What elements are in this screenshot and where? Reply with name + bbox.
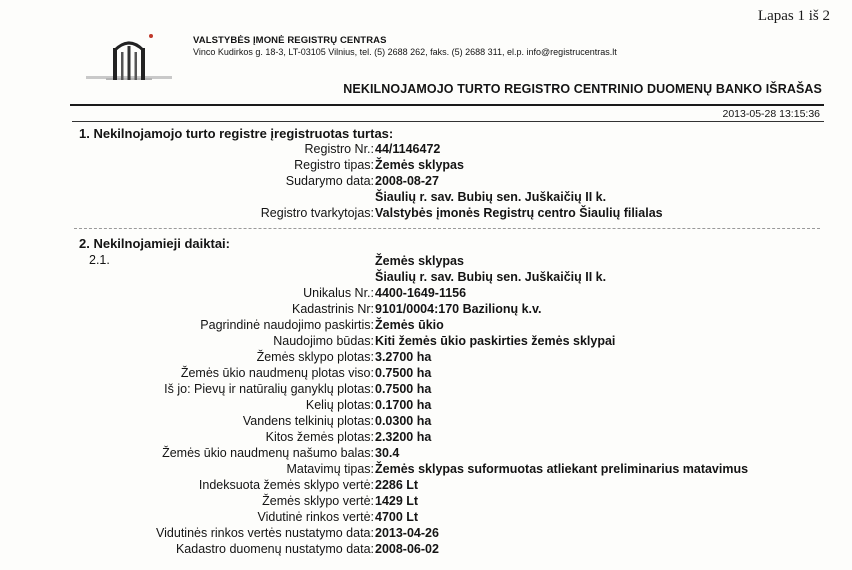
field-value: 0.1700 ha: [375, 398, 432, 412]
field-label: Kelių plotas:: [305, 398, 374, 412]
header-divider: [70, 104, 824, 106]
field-value: Žemės ūkio: [375, 318, 444, 332]
field-row: [0, 141, 852, 157]
field-row: [0, 189, 852, 205]
field-row: [0, 365, 852, 381]
field-row: [0, 381, 852, 397]
field-row: [0, 301, 852, 317]
field-label: Kitos žemės plotas:: [265, 430, 374, 444]
field-value: 44/1146472: [375, 142, 441, 156]
field-value: 2.3200 ha: [375, 430, 432, 444]
field-label: Vandens telkinių plotas:: [242, 414, 374, 428]
field-value: 2013-04-26: [375, 526, 439, 540]
field-value: 3.2700 ha: [375, 350, 432, 364]
field-label: Žemės ūkio naudmenų našumo balas:: [162, 446, 374, 460]
field-value: 0.7500 ha: [375, 382, 432, 396]
field-label: Registro Nr.:: [304, 142, 374, 156]
field-label: Registro tvarkytojas:: [260, 206, 374, 220]
field-label: Naudojimo būdas:: [273, 334, 374, 348]
section-1-rows: [0, 141, 852, 221]
field-label: Žemės ūkio naudmenų plotas viso:: [180, 366, 374, 380]
field-row: [0, 493, 852, 509]
field-row: [0, 173, 852, 189]
field-row: [0, 541, 852, 557]
field-row: [0, 509, 852, 525]
field-label: Registro tipas:: [294, 158, 374, 172]
timestamp-divider: [72, 121, 824, 122]
field-label: Vidutinė rinkos vertė:: [257, 510, 374, 524]
field-row: [0, 525, 852, 541]
field-row: [0, 205, 852, 221]
field-row: [0, 397, 852, 413]
organization-address: Vinco Kudirkos g. 18-3, LT-03105 Vilnius, tel. (5) 2688 262, faks. (5) 2688 311, el.p. info@registrucentras.lt: [193, 47, 617, 57]
field-value: Kiti žemės ūkio paskirties žemės sklypai: [375, 334, 616, 348]
field-label: Žemės sklypo vertė:: [262, 494, 374, 508]
field-value: 2008-08-27: [375, 174, 439, 188]
document-title: NEKILNOJAMOJO TURTO REGISTRO CENTRINIO DUOMENŲ BANKO IŠRAŠAS: [343, 82, 822, 96]
page-number: Lapas 1 iš 2: [757, 8, 830, 24]
field-value: Žemės sklypas: [375, 158, 464, 172]
section-divider: [74, 228, 820, 229]
field-value: Žemės sklypas suformuotas atliekant preliminarius matavimus: [375, 462, 749, 476]
field-value: 2286 Lt: [375, 478, 419, 492]
field-value: 4700 Lt: [375, 510, 419, 524]
field-value: Žemės sklypas: [375, 254, 464, 268]
section-2-rows: [0, 253, 852, 557]
field-label: Žemės sklypo plotas:: [256, 350, 374, 364]
section-1-title: 1. Nekilnojamojo turto registre įregistruotas turtas:: [79, 126, 394, 141]
field-value: 30.4: [375, 446, 400, 460]
document-timestamp: 2013-05-28 13:15:36: [722, 108, 820, 120]
field-row: [0, 157, 852, 173]
field-row: [0, 285, 852, 301]
field-label: Vidutinės rinkos vertės nustatymo data:: [156, 526, 374, 540]
field-value: 2008-06-02: [375, 542, 439, 556]
field-value: Šiaulių r. sav. Bubių sen. Juškaičių II k.: [375, 270, 607, 284]
field-label: Matavimų tipas:: [286, 462, 374, 476]
field-row: [0, 253, 852, 269]
subsection-number: 2.1.: [89, 253, 110, 267]
field-label: Indeksuota žemės sklypo vertė:: [198, 478, 374, 492]
field-label: Kadastrinis Nr:: [292, 302, 374, 316]
organization-block: [193, 35, 617, 58]
field-label: Unikalus Nr.:: [303, 286, 374, 300]
field-label: Sudarymo data:: [285, 174, 374, 188]
field-row: [0, 429, 852, 445]
field-value: Šiaulių r. sav. Bubių sen. Juškaičių II k.: [375, 190, 607, 204]
field-row: [0, 333, 852, 349]
field-label: Kadastro duomenų nustatymo data:: [175, 542, 374, 556]
field-row: [0, 349, 852, 365]
field-label: Pagrindinė naudojimo paskirtis:: [200, 318, 374, 332]
field-value: 0.7500 ha: [375, 366, 432, 380]
field-row: [0, 445, 852, 461]
field-row: [0, 413, 852, 429]
field-value: 1429 Lt: [375, 494, 419, 508]
field-label: Iš jo: Pievų ir natūralių ganyklų plotas:: [164, 382, 374, 396]
registru-centras-logo: [86, 30, 172, 90]
organization-name: VALSTYBĖS ĮMONĖ REGISTRŲ CENTRAS: [193, 35, 387, 46]
field-value: Valstybės įmonės Registrų centro Šiaulių filialas: [375, 206, 663, 220]
field-row: [0, 477, 852, 493]
field-row: [0, 269, 852, 285]
field-row: [0, 461, 852, 477]
field-value: 9101/0004:170 Bazilionų k.v.: [375, 302, 542, 316]
field-value: 0.0300 ha: [375, 414, 432, 428]
field-value: 4400-1649-1156: [375, 286, 467, 300]
section-2-title: 2. Nekilnojamieji daiktai:: [79, 236, 230, 251]
field-row: [0, 317, 852, 333]
